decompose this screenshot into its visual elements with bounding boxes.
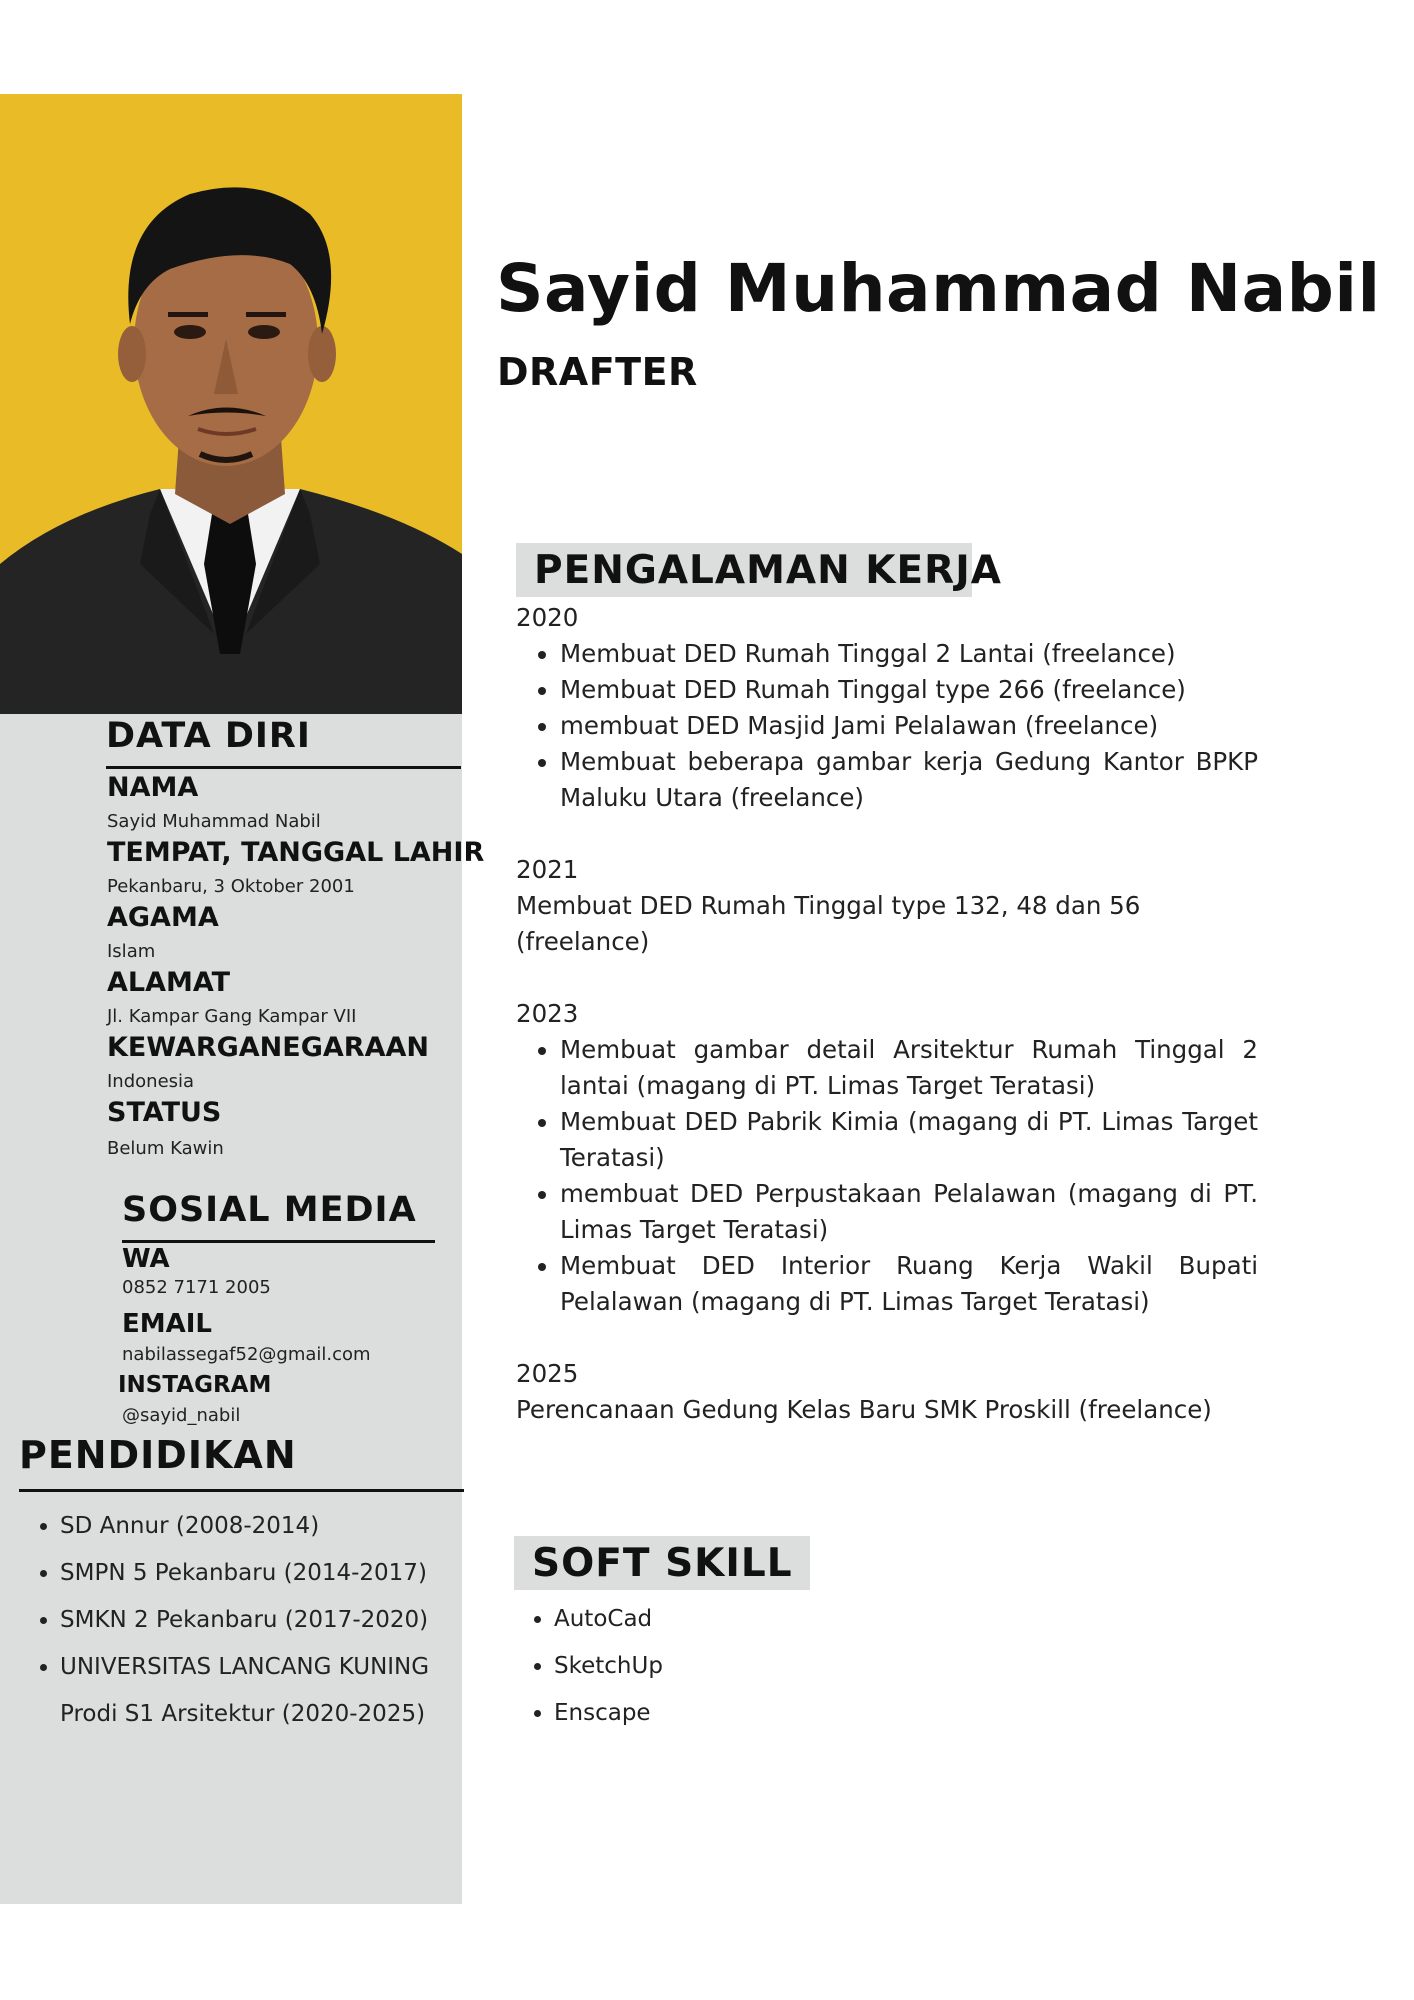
sosial-media-heading: SOSIAL MEDIA: [122, 1190, 417, 1230]
profile-photo: [0, 94, 462, 714]
wa-label: WA: [122, 1244, 170, 1274]
data-diri-divider: [106, 766, 461, 769]
spacer: [516, 1320, 1258, 1356]
list-item: • SMKN 2 Pekanbaru (2017-2020): [60, 1597, 480, 1644]
pendidikan-list: [40, 1503, 480, 1738]
field-value-status: Belum Kawin: [107, 1138, 224, 1159]
list-item: • membuat DED Perpustakaan Pelalawan (magang di PT. Limas Target Teratasi): [560, 1176, 1258, 1248]
soft-skill-heading: SOFT SKILL: [514, 1536, 810, 1590]
field-label-alamat: ALAMAT: [107, 967, 231, 998]
list-item: • AutoCad: [554, 1596, 663, 1643]
field-value-alamat: Jl. Kampar Gang Kampar VII: [107, 1006, 357, 1027]
field-value-agama: Islam: [107, 941, 156, 962]
list-item: • membuat DED Masjid Jami Pelalawan (freelance): [560, 708, 1258, 744]
experience-timeline: [516, 600, 1258, 1428]
year-label: 2025: [516, 1359, 579, 1388]
job-title: DRAFTER: [497, 350, 698, 394]
data-diri-heading: DATA DIRI: [106, 716, 311, 756]
spacer: [516, 960, 1258, 996]
year-label: 2020: [516, 603, 579, 632]
spacer: [516, 816, 1258, 852]
field-label-status: STATUS: [107, 1097, 222, 1128]
experience-text-2025: Perencanaan Gedung Kelas Baru SMK Proskill (freelance): [516, 1395, 1212, 1424]
experience-list-2020: [516, 636, 1258, 816]
list-item: • Membuat DED Pabrik Kimia (magang di PT. Limas Target Teratasi): [560, 1104, 1258, 1176]
list-item: • UNIVERSITAS LANCANG KUNING Prodi S1 Arsitektur (2020-2025): [60, 1644, 480, 1738]
field-value-nama: Sayid Muhammad Nabil: [107, 811, 321, 832]
pengalaman-kerja-heading: PENGALAMAN KERJA: [516, 543, 972, 597]
instagram-label: INSTAGRAM: [118, 1372, 272, 1398]
experience-list-2023: [516, 1032, 1258, 1320]
pendidikan-heading: PENDIDIKAN: [19, 1433, 297, 1477]
field-label-kewarganegaraan: KEWARGANEGARAAN: [107, 1032, 429, 1063]
list-item: • Membuat DED Rumah Tinggal 2 Lantai (freelance): [560, 636, 1258, 672]
list-item: • Enscape: [554, 1690, 663, 1737]
field-label-nama: NAMA: [107, 772, 199, 803]
field-label-ttl: TEMPAT, TANGGAL LAHIR: [107, 837, 485, 868]
year-label: 2023: [516, 999, 579, 1028]
list-item: • SD Annur (2008-2014): [60, 1503, 480, 1550]
email-label: EMAIL: [122, 1309, 212, 1339]
sosial-media-divider: [122, 1240, 435, 1243]
field-label-agama: AGAMA: [107, 902, 219, 933]
year-label: 2021: [516, 855, 579, 884]
pendidikan-divider: [19, 1489, 464, 1492]
list-item: • Membuat DED Rumah Tinggal type 266 (freelance): [560, 672, 1258, 708]
list-item: • Membuat DED Interior Ruang Kerja Wakil Bupati Pelalawan (magang di PT. Limas Target Teratasi): [560, 1248, 1258, 1320]
field-value-ttl: Pekanbaru, 3 Oktober 2001: [107, 876, 355, 897]
list-item: • SketchUp: [554, 1643, 663, 1690]
soft-skill-list: [534, 1596, 663, 1737]
page-title: Sayid Muhammad Nabil: [496, 250, 1381, 327]
experience-text-2021: Membuat DED Rumah Tinggal type 132, 48 dan 56 (freelance): [516, 891, 1141, 956]
email-link[interactable]: nabilassegaf52@gmail.com: [122, 1344, 371, 1365]
list-item: • Membuat beberapa gambar kerja Gedung Kantor BPKP Maluku Utara (freelance): [560, 744, 1258, 816]
field-value-kewarganegaraan: Indonesia: [107, 1071, 195, 1092]
instagram-handle[interactable]: @sayid_nabil: [122, 1405, 241, 1426]
list-item: • Membuat gambar detail Arsitektur Rumah Tinggal 2 lantai (magang di PT. Limas Target Teratasi): [560, 1032, 1258, 1104]
list-item: • SMPN 5 Pekanbaru (2014-2017): [60, 1550, 480, 1597]
wa-number[interactable]: 0852 7171 2005: [122, 1277, 271, 1298]
